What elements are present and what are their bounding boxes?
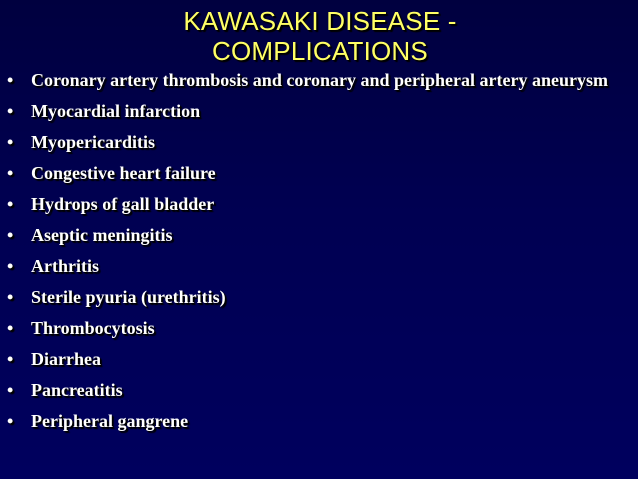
- bullet-icon: •: [7, 380, 14, 400]
- list-item-text: Hydrops of gall bladder: [31, 194, 215, 214]
- title-line-2: COMPLICATIONS: [212, 36, 428, 66]
- list-item: [6, 131, 634, 154]
- list-item-text: Thrombocytosis: [31, 318, 155, 338]
- list-item-text: Diarrhea: [31, 349, 101, 369]
- list-item-text: Sterile pyuria (urethritis): [31, 287, 226, 307]
- list-item: [6, 255, 634, 278]
- bullet-icon: •: [7, 349, 14, 369]
- bullet-icon: •: [7, 194, 14, 214]
- list-item: [6, 286, 634, 309]
- list-item: [6, 224, 634, 247]
- list-item-text: Congestive heart failure: [31, 163, 216, 183]
- bullet-icon: •: [7, 70, 14, 90]
- list-item-text: Peripheral gangrene: [31, 411, 189, 431]
- bullet-icon: •: [7, 287, 14, 307]
- list-item-text: Aseptic meningitis: [31, 225, 173, 245]
- list-item-text: Pancreatitis: [31, 380, 123, 400]
- bullet-icon: •: [7, 225, 14, 245]
- list-item: [6, 100, 634, 123]
- bullet-icon: •: [7, 132, 14, 152]
- list-item: [6, 348, 634, 371]
- bullet-icon: •: [7, 101, 14, 121]
- list-item-text: Arthritis: [31, 256, 99, 276]
- bullet-icon: •: [7, 256, 14, 276]
- list-item: [6, 379, 634, 402]
- list-item: [6, 410, 634, 433]
- list-item-text: Myocardial infarction: [31, 101, 201, 121]
- list-item-text: Coronary artery thrombosis and coronary and peripheral artery aneurysm: [31, 70, 608, 90]
- list-item: [6, 193, 634, 216]
- slide-title: [120, 6, 520, 66]
- complications-list: [6, 69, 634, 441]
- list-item: [6, 317, 634, 340]
- bullet-icon: •: [7, 411, 14, 431]
- bullet-icon: •: [7, 163, 14, 183]
- bullet-icon: •: [7, 318, 14, 338]
- title-line-1: KAWASAKI DISEASE -: [183, 6, 457, 36]
- list-item-text: Myopericarditis: [31, 132, 155, 152]
- list-item: [6, 162, 634, 185]
- list-item: [6, 69, 634, 92]
